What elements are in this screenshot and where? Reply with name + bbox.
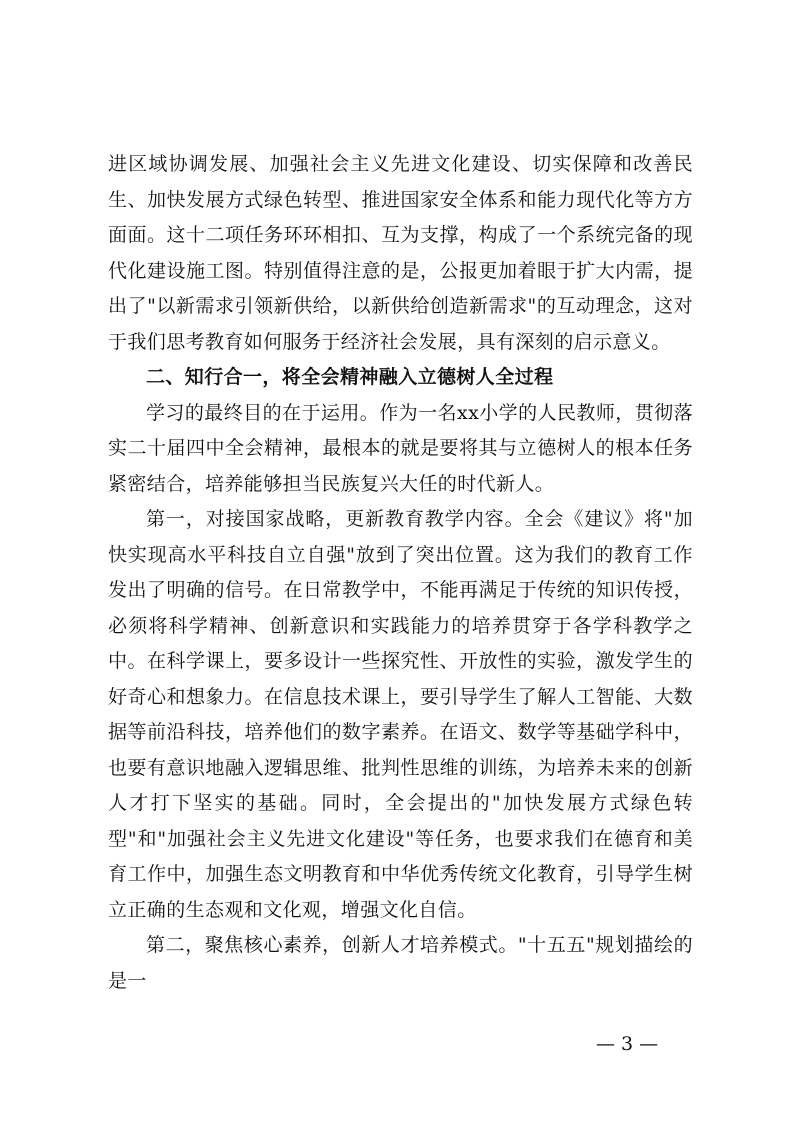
section-heading: 二、知行合一，将全会精神融入立德树人全过程 [146,366,554,388]
paragraph-second-point: 第二，聚焦核心素养，创新人才培养模式。"十五五"规划描绘的是一 [108,934,693,992]
paragraph-continuation: 进区域协调发展、加强社会主义先进文化建设、切实保障和改善民生、加快发展方式绿色转型、推进国家安全体系和能力现代化等方方面面。这十二项任务环环相扣、互为支撑，构成了一个系统完备的现代化建设施工图。特别值得注意的是，公报更加着眼于扩大内需，提出了"以新需求引领新供给，以新供给创造新需求"的互动理念，这对于我们思考教育如何服务于经济社会发展，具有深刻的启示意义。 [108,153,693,353]
document-body [108,147,693,999]
paragraph-first-point: 第一，对接国家战略，更新教育教学内容。全会《建议》将"加快实现高水平科技自立自强"放到了突出位置。这为我们的教育工作发出了明确的信号。在日常教学中，不能再满足于传统的知识传授，必须将科学精神、创新意识和实践能力的培养贯穿于各学科教学之中。在科学课上，要多设计一些探究性、开放性的实验，激发学生的好奇心和想象力。在信息技术课上，要引导学生了解人工智能、大数据等前沿科技，培养他们的数字素养。在语文、数学等基础学科中，也要有意识地融入逻辑思维、批判性思维的训练，为培养未来的创新人才打下坚实的基础。同时，全会提出的"加快发展方式绿色转型"和"加强社会主义先进文化建设"等任务，也要求我们在德育和美育工作中，加强生态文明教育和中华优秀传统文化教育，引导学生树立正确的生态观和文化观，增强文化自信。 [108,508,693,921]
paragraph-intro: 学习的最终目的在于运用。作为一名xx小学的人民教师，贯彻落实二十届四中全会精神，最根本的就是要将其与立德树人的根本任务紧密结合，培养能够担当民族复兴大任的时代新人。 [108,401,693,495]
page-number: — 3 — [596,1033,659,1055]
